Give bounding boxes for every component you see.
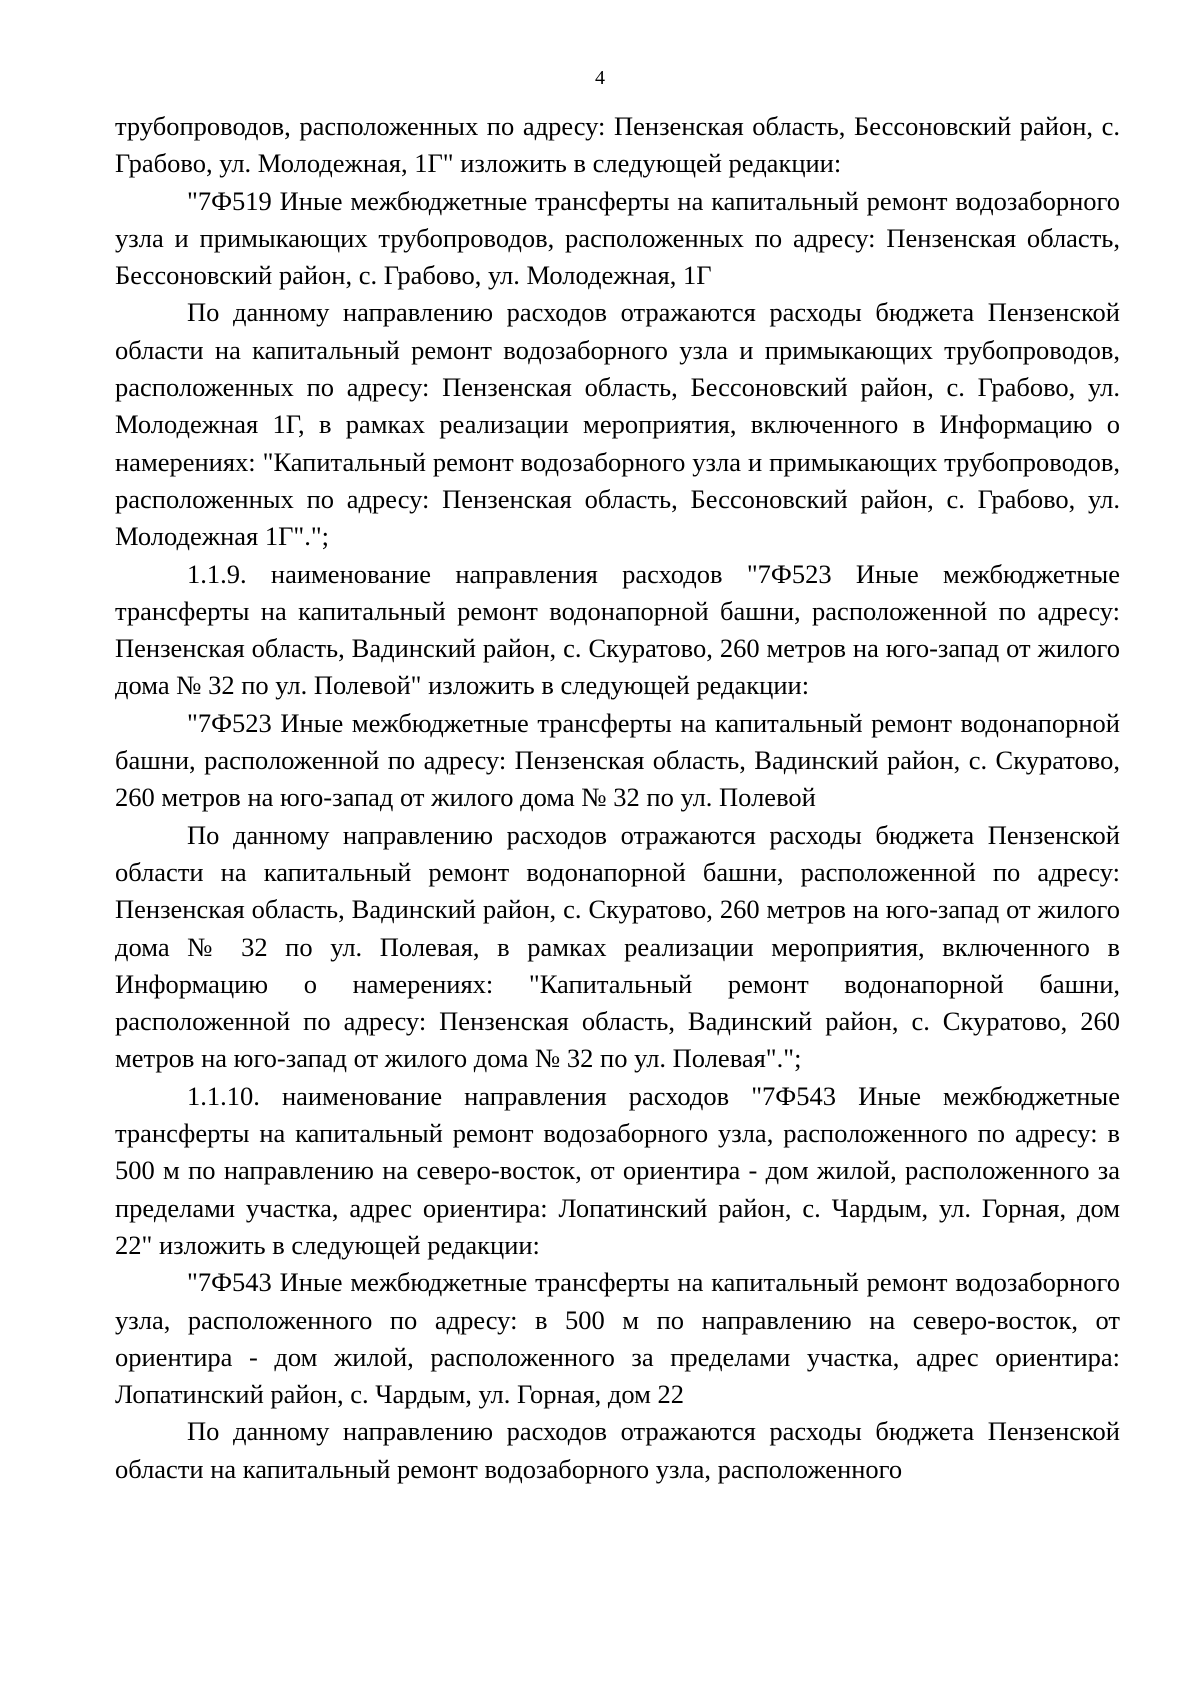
paragraph-7f523-description: По данному направлению расходов отражаются расходы бюджета Пензенской области на капитальный ремонт водонапорной башни, расположенной по адресу: Пензенская область, Вадинский район, с. Скуратово, 260 метров на юго-запад от жилого дома № 32 по ул. Полевая, в рамках реализации мероприятия, включенного в Информацию о намерениях: "Капитальный ремонт водонапорной башни, расположенной по адресу: Пензенская область, Вадинский район, с. Скуратово, 260 метров на юго-запад от жилого дома № 32 по ул. Полевая"."; <box>115 819 1120 1074</box>
paragraph-7f519-description: По данному направлению расходов отражаются расходы бюджета Пензенской области на капитальный ремонт водозаборного узла и примыкающих трубопроводов, расположенных по адресу: Пензенская область, Бессоновский район, с. Грабово, ул. Молодежная 1Г, в рамках реализации мероприятия, включенного в Информацию о намерениях: "Капитальный ремонт водозаборного узла и примыкающих трубопроводов, расположенных по адресу: Пензенская область, Бессоновский район, с. Грабово, ул. Молодежная 1Г"."; <box>115 297 1120 552</box>
paragraph-continuation: трубопроводов, расположенных по адресу: Пензенская область, Бессоновский район, с. Грабово, ул. Молодежная, 1Г" изложить в следующей редакции: <box>115 111 1120 179</box>
paragraph-7f543-title: "7Ф543 Иные межбюджетные трансферты на капитальный ремонт водозаборного узла, расположенного по адресу: в 500 м по направлению на северо-восток, от ориентира - дом жилой, расположенного за пределами участка, адрес ориентира: Лопатинский район, с. Чардым, ул. Горная, дом 22 <box>115 1267 1120 1410</box>
paragraph-7f523-title: "7Ф523 Иные межбюджетные трансферты на капитальный ремонт водонапорной башни, расположенной по адресу: Пензенская область, Вадинский район, с. Скуратово, 260 метров на юго-запад от жилого дома № 32 по ул. Полевой <box>115 707 1120 813</box>
paragraph-item-1-1-9: 1.1.9. наименование направления расходов "7Ф523 Иные межбюджетные трансферты на капитальный ремонт водонапорной башни, расположенной по адресу: Пензенская область, Вадинский район, с. Скуратово, 260 метров на юго-запад от жилого дома № 32 по ул. Полевой" изложить в следующей редакции: <box>115 558 1120 701</box>
paragraph-item-1-1-10: 1.1.10. наименование направления расходов "7Ф543 Иные межбюджетные трансферты на капитальный ремонт водозаборного узла, расположенного по адресу: в 500 м по направлению на северо-восток, от ориентира - дом жилой, расположенного за пределами участка, адрес ориентира: Лопатинский район, с. Чардым, ул. Горная, дом 22" изложить в следующей редакции: <box>115 1080 1120 1260</box>
paragraph-7f543-description: По данному направлению расходов отражаются расходы бюджета Пензенской области на капитальный ремонт водозаборного узла, расположенного <box>115 1416 1120 1484</box>
paragraph-7f519-title: "7Ф519 Иные межбюджетные трансферты на капитальный ремонт водозаборного узла и примыкающих трубопроводов, расположенных по адресу: Пензенская область, Бессоновский район, с. Грабово, ул. Молодежная, 1Г <box>115 185 1120 291</box>
document-body <box>115 108 1120 1488</box>
page-number: 4 <box>595 67 605 89</box>
